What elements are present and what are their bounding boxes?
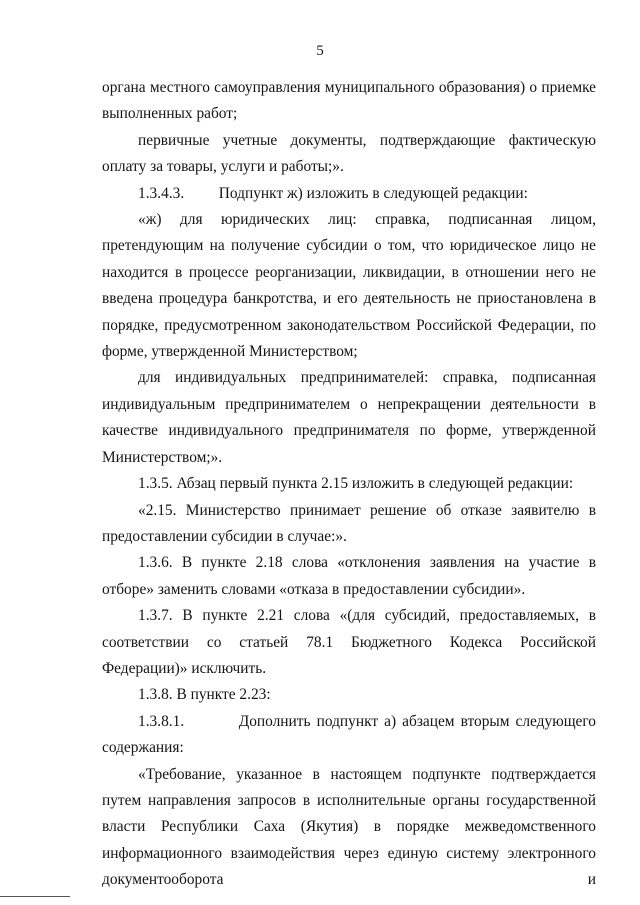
paragraph-individual-entrepreneurs: для индивидуальных предпринимателей: справка, подписанная индивидуальным предпринимателем о непрекращении деятельности в качестве индивидуального предпринимателя по форме, утвержденной Министерством;».	[102, 369, 596, 466]
document-body	[102, 75, 596, 894]
paragraph-1-3-5: 1.3.5. Абзац первый пункта 2.15 изложить в следующей редакции:	[138, 475, 574, 493]
paragraph-requirement: «Требование, указанное в настоящем подпункте подтверждается путем направления запросов в исполнительные органы государственной власти Республики Саха (Якутия) в порядке межведомственного информационного взаимодействия через единую систему электронного документооборота и	[102, 765, 596, 889]
paragraph-1-3-4-3: 1.3.4.3. Подпункт ж) изложить в следующей редакции:	[138, 184, 528, 202]
paragraph-1-3-8: 1.3.8. В пункте 2.23:	[138, 686, 271, 704]
footer-rule	[0, 896, 70, 897]
paragraph-subitem-zh: «ж) для юридических лиц: справка, подписанная лицом, претендующим на получение субсидии о том, что юридическое лицо не находится в процессе реорганизации, ликвидации, в отношении него не введена процедура банкротства, и его деятельность не приостановлена в порядке, предусмотренном законодательством Российской Федерации, по форме, утвержденной Министерством;	[102, 211, 596, 361]
paragraph-1-3-7: 1.3.7. В пункте 2.21 слова «(для субсидий, предоставляемых, в соответствии со статьей 78.1 Бюджетного Кодекса Российской Федерации)» исключить.	[102, 607, 596, 677]
paragraph-2-15: «2.15. Министерство принимает решение об отказе заявителю в предоставлении субсидии в случае:».	[102, 501, 596, 545]
paragraph-1-3-6: 1.3.6. В пункте 2.18 слова «отклонения заявления на участие в отборе» заменить словами «отказа в предоставлении субсидии».	[102, 554, 596, 598]
paragraph-primary-documents: первичные учетные документы, подтверждающие фактическую оплату за товары, услуги и работы;».	[102, 131, 596, 176]
paragraph-continuation: органа местного самоуправления муниципального образования) о приемке выполненных работ;	[102, 79, 596, 123]
paragraph-1-3-8-1: 1.3.8.1. Дополнить подпункт а) абзацем вторым следующего содержания:	[102, 712, 596, 757]
page-number: 5	[316, 43, 324, 59]
